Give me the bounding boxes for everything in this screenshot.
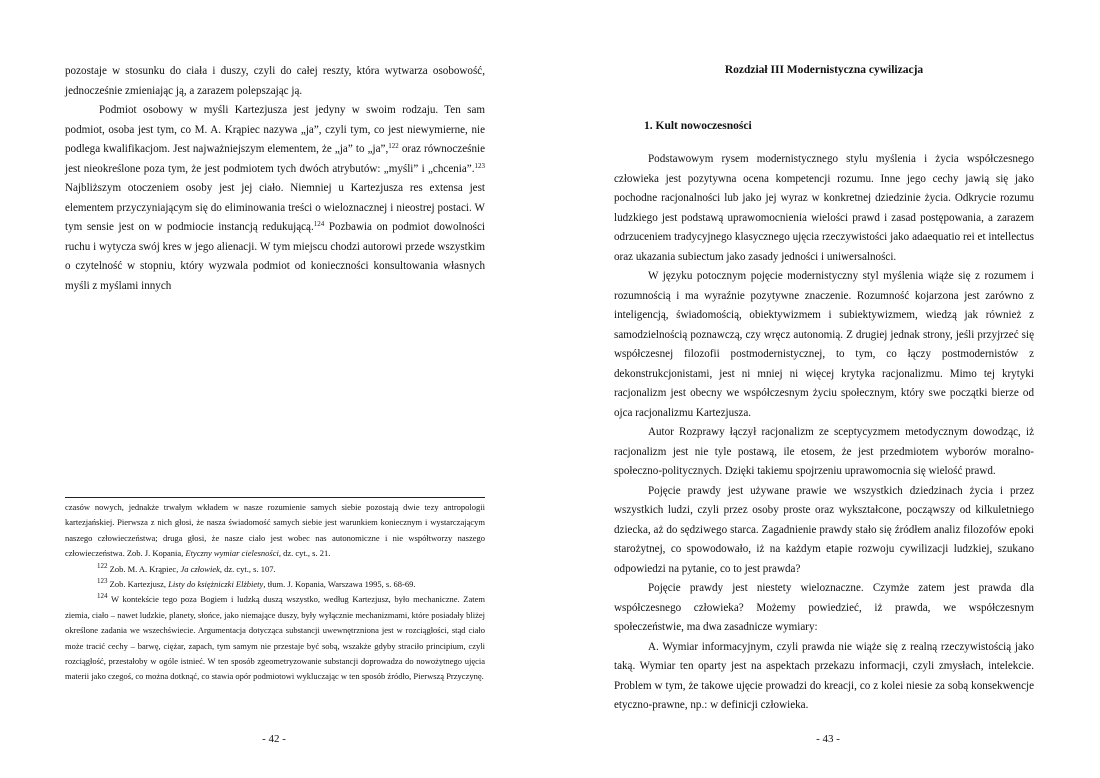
footnote-ref: 123: [474, 161, 485, 170]
section-heading: 1. Kult nowoczesności: [644, 120, 752, 132]
paragraph: Podstawowym rysem modernistycznego stylu myślenia i życia współczesnego człowieka jest pozytywna ocena kompetencji rozumu. Inne jego cechy jawią się jako pochodne racjonalności lub jako jej wyraz w konkretnej dziedzinie życia. Odkrycie rozumu ludzkiego jest podstawą uprawomocnienia wielości prawd i zasad postępowania, a zarazem odrzuceniem tradycyjnego klasycznego ujęcia rzeczywistości jako adaequatio rei et intellectus oraz ukazania subiectum jako zasady jedności i uniwersalności.: [614, 153, 1034, 263]
paragraph: Pojęcie prawdy jest niestety wieloznaczne. Czymże zatem jest prawda dla współczesnego człowieka? Możemy powiedzieć, iż prawda, we współczesnym społeczeństwie, ma dwa zasadnicze wymiary:: [614, 582, 1034, 633]
footnotes-section: [65, 497, 485, 685]
left-page: [65, 62, 485, 296]
paragraph: Podmiot osobowy w myśli Kartezjusza jest jedyny w swoim rodzaju. Ten sam podmiot, osoba jest tym, co M. A. Krąpiec nazywa „ja”, czyli tym, co jest niewymierne, nie podlega kwalifikacjom. Jest najważniejszym elementem, że „ja” to „ja”,$^{122}$ oraz równocześnie jest nieokreślone poza tym, że jest podmiotem tych dwóch atrybutów: „myśli” i „chcenia”.$^{123}$ Najbliższym otoczeniem osoby jest jej ciało. Niemniej u Kartezjusza res extensa jest elementem przyczyniającym się do eliminowania treści o wieloznacznej i nieostrej postaci. W tym sensie jest on w podmiocie instancją redukującą.$^{124}$ Pozbawia on podmiot dowolności ruchu i wytycza swój kres w jego alienacji. W tym miejscu chodzi autorowi przede wszystkim o czytelność w stopniu, który wyzwala podmiot od konieczności konsultowania własnych myśli z myślami innych: [65, 104, 485, 292]
footnote-ref: 124: [313, 220, 325, 228]
chapter-heading: Rozdział III Modernistyczna cywilizacja: [724, 64, 924, 76]
footnote-ref: 122: [388, 142, 399, 150]
paragraph: pozostaje w stosunku do ciała i duszy, czyli do całej reszty, która wytwarza osobowość, jednocześnie zmieniając ją, a zarazem polepszając ją.: [65, 65, 485, 97]
right-page: [614, 62, 1034, 716]
footnote-122: $^{122}$ Zob. M. A. Krąpiec, Ja człowiek, dz. cyt., s. 107.: [97, 561, 276, 574]
paragraph: Autor Rozprawy łączył racjonalizm ze sceptycyzmem metodycznym dowodząc, iż racjonalizm jest nie tyle postawą, ile etosem, że jest przedmiotem wyborów moralno-społeczno-politycznych. Dzięki takiemu spojrzeniu uprawomocnia się wielość prawd.: [614, 426, 1034, 477]
page-number-left: - 42 -: [262, 733, 286, 745]
footnote-124: $^{124}$ W kontekście tego poza Bogiem i ludzką duszą wszystko, według Kartezjusz, było mechaniczne. Zatem ziemia, ciało – nawet ludzkie, planety, słońce, jako niemające duszy, były wyłącznie mechanizmami, które posiadały bliżej określone zadania we wszechświecie. Argumentacja dotycząca substancji uwewnętrzniona jest w rozciągłości, stąd ciało może tracić cechy – barwę, ciężar, zapach, tym samym nie przestaje być sobą, wszakże gdyby straciło principium, czyli rozciągłość, przestałoby w ogóle istnieć. W ten sposób zgeometryzowanie substancji doprowadza do nowożytnego ujęcia materii jako czegoś, co można dotknąć, co stawia opór podmiotowi wykluczając w ten sposób źródło, Pierwszą Przyczynę.: [65, 592, 485, 682]
paragraph: A. Wymiar informacyjnym, czyli prawda nie wiąże się z realną rzeczywistością jako taką. Wymiar ten oparty jest na aspektach przekazu informacji, czyli zmysłach, intelekcie. Problem w tym, że takowe ujęcie prowadzi do kreacji, co z kolei niesie za sobą konsekwencje etyczno-prawne, np.: w definicji człowieka.: [614, 640, 1034, 711]
page-number-right: - 43 -: [816, 733, 840, 745]
footnote-continuation: czasów nowych, jednakże trwałym wkładem w nasze rozumienie samych siebie pozostają dwie tezy antropologii kartezjańskiej. Pierwsza z nich głosi, że nasza świadomość samych siebie jest warunkiem koniecznym i wystarczającym naszego człowieczeństwa; druga głosi, że nasze ciało jest wobec nas autonomiczne i nie współtworzy naszego człowieczeństwa. Zob. J. Kopania, Etyczny wymiar cielesności, dz. cyt., s. 21.: [65, 502, 485, 559]
right-page-body: [614, 150, 1034, 716]
left-page-body: [65, 62, 485, 296]
paragraph: W języku potocznym pojęcie modernistyczny styl myślenia wiąże się z rozumem i rozumnością i ma wyraźnie pozytywne znaczenie. Rozumność kojarzona jest zarówno z inteligencją, świadomością, obiektywizmem i subiektywizmem, wiedzą jak również z samodzielnością poznawczą, czy wręcz autonomią. Z drugiej jednak strony, jeśli przyjrzeć się współczesnej filozofii postmodernistycznej, to tym, co łączy postmodernistów z dekonstrukcjonistami, jest ni mniej ni więcej krytyka racjonalizmu. Mimo tej krytyki racjonalizm jest obecny we współczesnym życiu społecznym, który swe początki bierze od ojca racjonalizmu Kartezjusza.: [614, 270, 1034, 419]
footnote-123: $^{123}$ Zob. Kartezjusz, Listy do księżniczki Elżbiety, tłum. J. Kopania, Warszawa 1995, s. 68-69.: [97, 577, 416, 590]
paragraph: Pojęcie prawdy jest używane prawie we wszystkich dziedzinach życia i przez wszystkich ludzi, czyli przez osoby proste oraz wykształcone, począwszy od kilkuletniego dziecka, aż do sędziwego starca. Zagadnienie prawdy stało się źródłem analiz filozofów epoki starożytnej, co spowodowało, iż na każdym etapie rozwoju cywilizacji ludzkiej, szukano odpowiedzi na pytanie, co to jest prawda?: [614, 484, 1034, 575]
